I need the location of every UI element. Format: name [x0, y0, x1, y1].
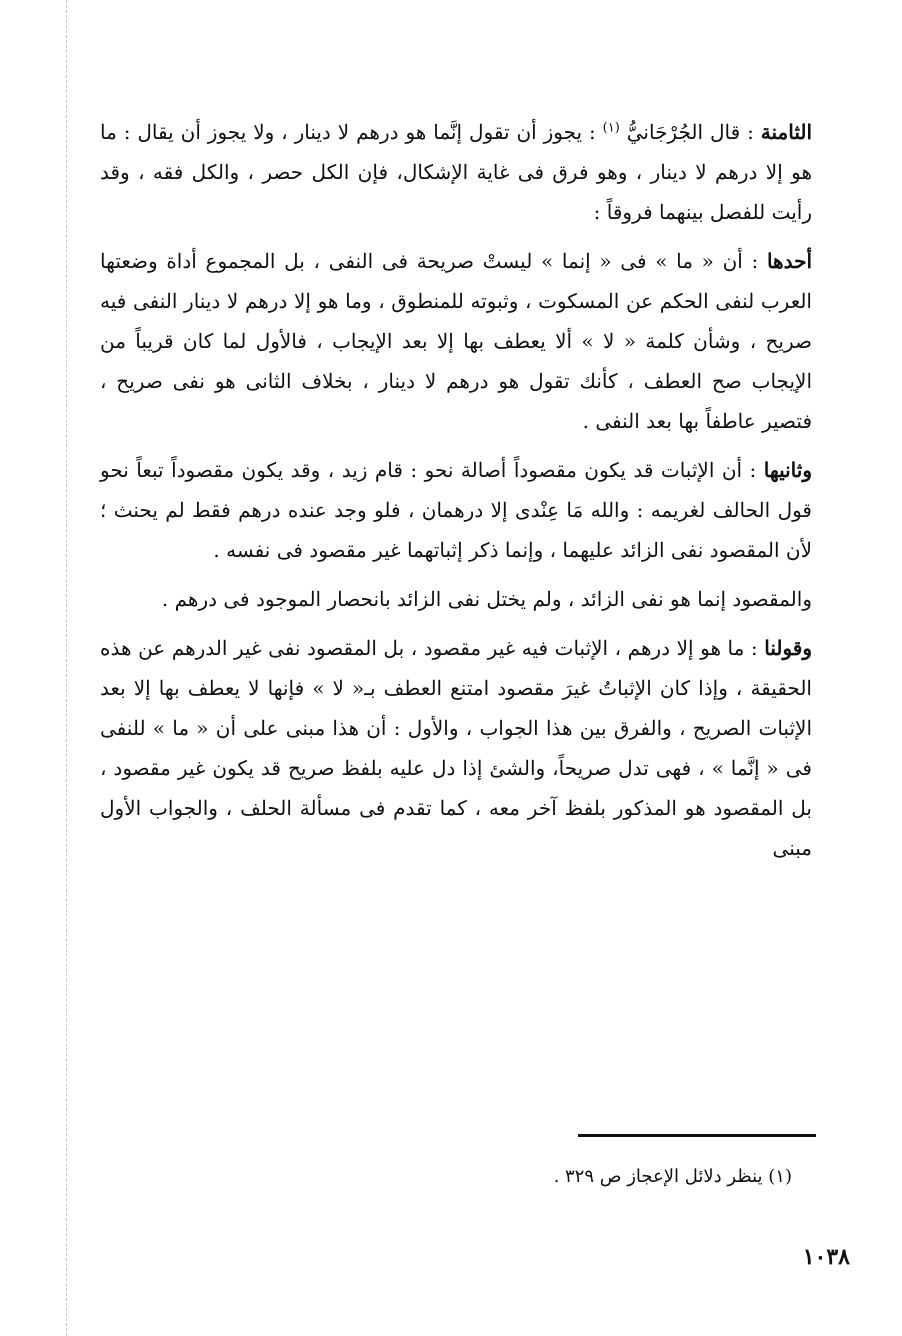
- footnote-separator: [578, 1134, 816, 1137]
- footnote-marker[interactable]: (١): [602, 120, 620, 136]
- page-number: ١٠٣٨: [802, 1244, 850, 1270]
- footnote: (١) ينظر دلائل الإعجاز ص ٣٢٩ .: [553, 1166, 792, 1187]
- paragraph-text: : قال الجُرْجَانيُّ: [619, 120, 761, 144]
- paragraph-5: [100, 628, 812, 868]
- paragraph-lead: وثانيها: [763, 458, 812, 482]
- scan-edge-line: [66, 0, 67, 1336]
- paragraph-lead: أحدها: [766, 249, 812, 273]
- paragraph-text: : أن « ما » فى « إنما » ليستْ صريحة فى النفى ، بل المجموع أداة وضعتها العرب لنفى الحكم عن المسكوت ، وثبوته للمنطوق ، وما هو إلا درهم لا دينار النفى فيه صريح ، وشأن كلمة « لا » ألا يعطف بها إلا بعد الإيجاب ، فالأول لما كان قريباً من الإيجاب صح العطف ، كأنك تقول هو درهم لا دينار ، بخلاف الثانى هو نفى صريح ، فتصير عاطفاً بها بعد النفى .: [100, 249, 812, 433]
- paragraph-3: [100, 450, 812, 570]
- paragraph-1: [100, 112, 812, 232]
- paragraph-text: : يجوز أن تقول إنَّما هو درهم لا دينار ، ولا يجوز أن يقال : ما هو إلا درهم لا دينار ، وهو فرق فى غاية الإشكال، فإن الكل حصر ، والكل فقه ، وقد رأيت للفصل بينهما فروقاً :: [100, 120, 812, 224]
- paragraph-2: [100, 241, 812, 441]
- paragraph-lead: وقولنا: [764, 636, 812, 660]
- paragraph-text: : ما هو إلا درهم ، الإثبات فيه غير مقصود ، بل المقصود نفى غير الدرهم عن هذه الحقيقة ، وإذا كان الإثباتُ غيرَ مقصود امتنع العطف بـ« لا » فإنها لا يعطف بها إلا بعد الإثبات الصريح ، والفرق بين هذا الجواب ، والأول : أن هذا مبنى على أن « ما » للنفى فى « إنَّما » ، فهى تدل صريحاً، والشئ إذا دل عليه بلفظ صريح قد يكون غير مقصود ، بل المقصود هو المذكور بلفظ آخر معه ، كما تقدم فى مسألة الحلف ، والجواب الأول مبنى: [100, 636, 812, 860]
- paragraph-text: والمقصود إنما هو نفى الزائد ، ولم يختل نفى الزائد بانحصار الموجود فى درهم .: [161, 587, 812, 611]
- main-text: [100, 112, 812, 877]
- paragraph-text: : أن الإثبات قد يكون مقصوداً أصالة نحو : قام زيد ، وقد يكون مقصوداً تبعاً نحو قول الحالف لغريمه : والله مَا عِنْدى إلا درهمان ، فلو وجد عنده درهم فقط لم يحنث ؛ لأن المقصود نفى الزائد عليهما ، وإنما ذكر إثباتهما غير مقصود فى نفسه .: [100, 458, 812, 562]
- paragraph-4: [100, 579, 812, 619]
- paragraph-lead: الثامنة: [760, 120, 812, 144]
